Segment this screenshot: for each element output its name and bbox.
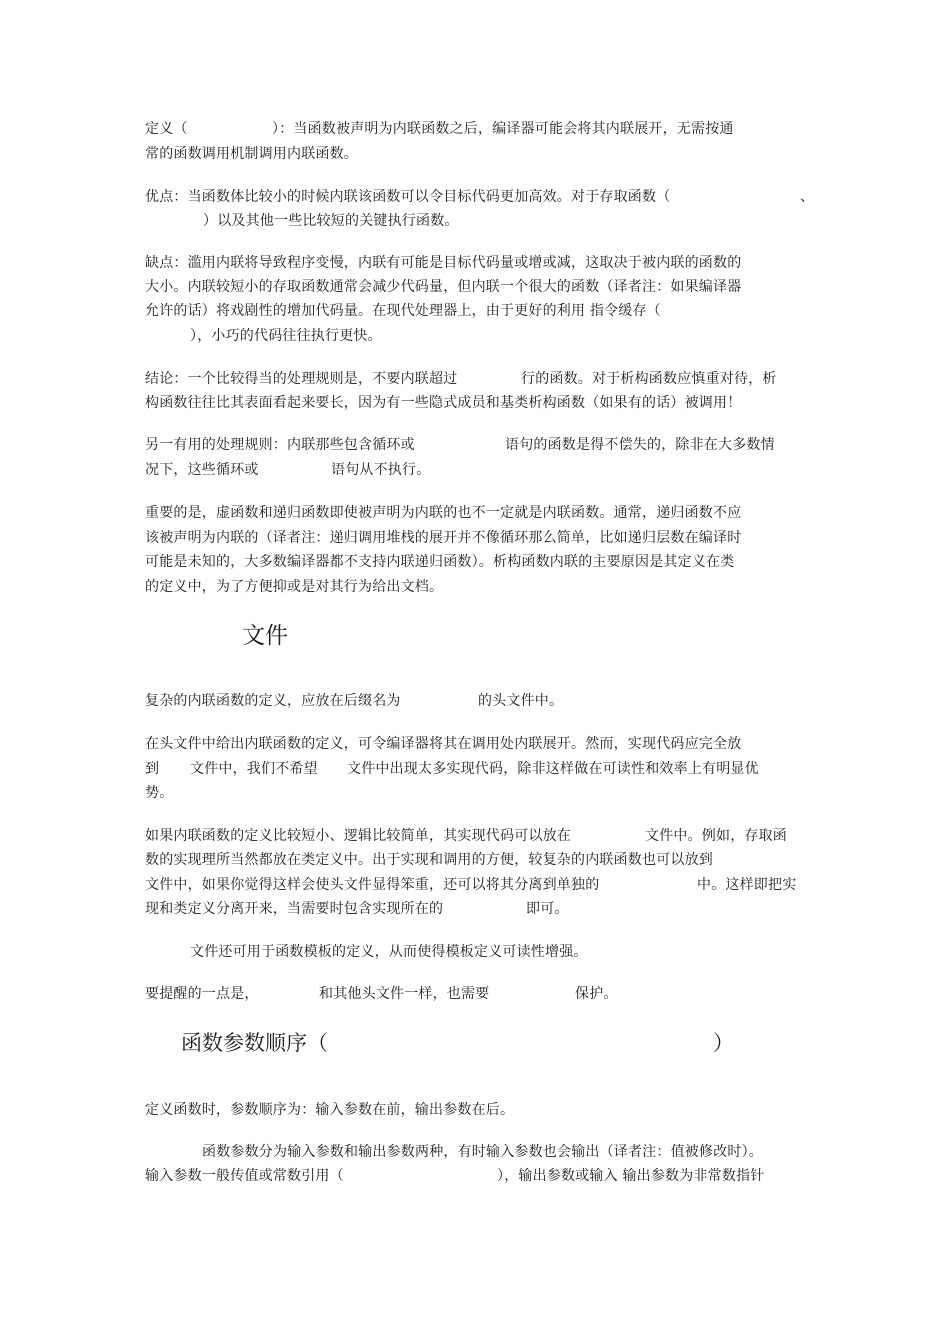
pros-text-line2: ）以及其他一些比较短的关键执行函数。 — [203, 213, 459, 229]
files-p5-text-end: 保护。 — [575, 986, 618, 1002]
pros-separator: 、 — [800, 189, 815, 205]
params-p2-line1: 函数参数分为输入参数和输出参数两种，有时输入参数也会输出（译者注：值被修改时）。 — [202, 1144, 763, 1160]
important-text-line2: 该被声明为内联的（译者注：递归调用堆栈的展开并不像循环那么简单，比如递归层数在编译时 — [145, 530, 742, 546]
files-p2-line2-b: 文件中，我们不希望 — [190, 761, 318, 777]
rule2-text-cont: 语句的函数是得不偿失的，除非在大多数情 — [505, 437, 775, 453]
cons-text-line1: 缺点：滥用内联将导致程序变慢，内联有可能是目标代码量或增或减，这取决于被内联的函数的 — [145, 255, 742, 271]
rule2-text: 另一有用的处理规则：内联那些包含循环或 — [145, 437, 415, 453]
params-heading: 函数参数顺序（ — [181, 1031, 328, 1055]
params-p2-line2-b: ），输出参数或输入 输出参数为非常数指针 — [497, 1168, 765, 1184]
rule2-text-line2-cont: 语句从不执行。 — [331, 462, 431, 478]
cons-text-line2: 大小。内联较短小的存取函数通常会减少代码量，但内联一个很大的函数（译者注：如果编译器 — [145, 279, 742, 295]
important-text-line4: 的定义中，为了方便抑或是对其行为给出文档。 — [145, 579, 444, 595]
files-p2-line2-a: 到 — [145, 761, 160, 777]
definition-label: 定义（ — [145, 121, 188, 137]
files-p3-line3-b: 中。这样即把实 — [697, 877, 797, 893]
params-heading-close: ） — [713, 1031, 734, 1055]
important-text-line3: 可能是未知的，大多数编译器都不支持内联递归函数）。析构函数内联的主要原因是其定义在类 — [145, 554, 735, 570]
files-p4-text: 文件还可用于函数模板的定义，从而使得模板定义可读性增强。 — [190, 944, 588, 960]
important-text-line1: 重要的是，虚函数和递归函数即使被声明为内联的也不一定就是内联函数。通常，递归函数不应 — [145, 505, 742, 521]
conclusion-text-line2: 构函数往往比其表面看起来要长，因为有一些隐式成员和基类析构函数（如果有的话）被调用！ — [145, 395, 742, 411]
files-p1-text-cont: 的头文件中。 — [478, 693, 564, 709]
conclusion-text-cont: 行的函数。对于析构函数应慎重对待，析 — [521, 371, 777, 387]
files-p3-line1-a: 如果内联函数的定义比较短小、逻辑比较简单，其实现代码可以放在 — [145, 828, 571, 844]
pros-text: 优点：当函数体比较小的时候内联该函数可以令目标代码更加高效。对于存取函数（ — [145, 189, 671, 205]
params-p2-line2-a: 输入参数一般传值或常数引用（ — [145, 1168, 344, 1184]
definition-text: ）：当函数被声明为内联函数之后，编译器可能会将其内联展开，无需按通 — [272, 121, 734, 137]
files-p2-line1: 在头文件中给出内联函数的定义，可令编译器将其在调用处内联展开。然而，实现代码应完全放 — [145, 736, 742, 752]
rule2-text-line2: 况下，这些循环或 — [145, 462, 259, 478]
files-p5-text-cont: 和其他头文件一样，也需要 — [319, 986, 490, 1002]
cons-text-line4: ），小巧的代码往往执行更快。 — [190, 328, 382, 344]
files-p5-text: 要提醒的一点是， — [145, 986, 259, 1002]
files-p2-line3: 势。 — [145, 785, 174, 801]
files-p3-line4-b: 即可。 — [526, 901, 569, 917]
definition-text-line2: 常的函数调用机制调用内联函数。 — [145, 146, 358, 162]
files-p3-line3-a: 文件中，如果你觉得这样会使头文件显得笨重，还可以将其分离到单独的 — [145, 877, 600, 893]
conclusion-text: 结论：一个比较得当的处理规则是，不要内联超过 — [145, 371, 458, 387]
files-p1-text: 复杂的内联函数的定义，应放在后缀名为 — [145, 693, 401, 709]
params-p1-text: 定义函数时，参数顺序为：输入参数在前，输出参数在后。 — [145, 1102, 515, 1118]
files-p3-line1-b: 文件中。例如，存取函 — [645, 828, 787, 844]
files-p3-line4-a: 现和类定义分离开来，当需要时包含实现所在的 — [145, 901, 444, 917]
cons-text-line3: 允许的话）将戏剧性的增加代码量。在现代处理器上，由于更好的利用 指令缓存（ — [145, 303, 661, 319]
files-p3-line2: 数的实现理所当然都放在类定义中。出于实现和调用的方便，较复杂的内联函数也可以放到 — [145, 852, 713, 868]
files-p2-line2-c: 文件中出现太多实现代码，除非这样做在可读性和效率上有明显优 — [347, 761, 759, 777]
files-heading: 文件 — [242, 623, 288, 649]
